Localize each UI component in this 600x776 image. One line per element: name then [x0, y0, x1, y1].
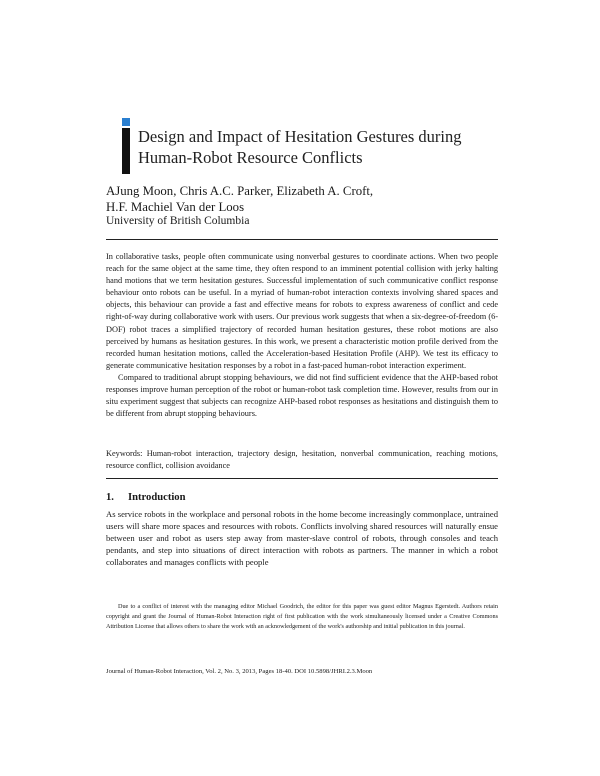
title-line-2: Human-Robot Resource Conflicts — [138, 148, 363, 167]
introduction-text: As service robots in the workplace and personal robots in the home become increasingly commonplace, untrained users will share more spaces and resources with robots. Conflicts involving shared resources will naturally ensue between user and robot as users step away from master-slave control of robots, through consoles and teach pendants, and step into situations of direct interaction with robots as partners. The manner in which a robot collaborates and manages conflicts with people — [106, 509, 498, 568]
section-heading-introduction — [106, 492, 186, 503]
author-line-1: AJung Moon, Chris A.C. Parker, Elizabeth A. Croft, — [106, 184, 374, 198]
paper-title — [138, 126, 558, 168]
journal-reference: Journal of Human-Robot Interaction, Vol. 2, No. 3, 2013, Pages 18-40. DOI 10.5898/JHRI.2.3.Moon — [106, 668, 373, 675]
abstract-paragraph-2: Compared to traditional abrupt stopping behaviours, we did not find sufficient evidence that the AHP-based robot responses improve human perception of the robot or human-robot task completion time. However, results from our in situ experiment suggest that subjects can recognize AHP-based robot responses as hesitations and distinguish them to be different from abrupt stopping behaviours. — [106, 372, 498, 419]
abstract-bottom-rule — [106, 478, 498, 479]
title-accent-bar — [122, 128, 130, 174]
title-line-1: Design and Impact of Hesitation Gestures during — [138, 127, 462, 146]
abstract-top-rule — [106, 239, 498, 240]
section-number: 1. — [106, 492, 114, 503]
author-list — [106, 183, 373, 215]
title-accent-square — [122, 118, 130, 126]
abstract — [106, 251, 498, 420]
footnote — [106, 602, 498, 633]
keywords: Keywords: Human-robot interaction, trajectory design, hesitation, nonverbal communication, reaching motions, resource conflict, collision avoidance — [106, 449, 498, 471]
section-title: Introduction — [128, 492, 186, 503]
affiliation: University of British Columbia — [106, 215, 250, 227]
footnote-text: Due to a conflict of interest with the managing editor Michael Goodrich, the editor for this paper was guest editor Magnus Egerstedt. Authors retain copyright and grant the Journal of Human-Robot Interaction right of first publication with the work simultaneously licensed under a Creative Commons Attribution License that allows others to share the work with an acknowledgement of the work's authorship and initial publication in this journal. — [106, 603, 498, 631]
abstract-paragraph-1: In collaborative tasks, people often communicate using nonverbal gestures to coordinate actions. When two people reach for the same object at the same time, they often respond to an imminent potential collision with jerky halting hand motions that we term hesitation gestures. Successful implementation of such communicative conflict response behaviour onto robots can be useful. In a myriad of human-robot interaction contexts involving shared spaces and objects, this behaviour can provide a fast and effective means for robots to express awareness of conflict and cede right-of-way during collaborative work with users. Our previous work suggests that when a six-degree-of-freedom (6-DOF) robot traces a simplified trajectory of recorded human hesitation gestures, these robot motions are also perceived by humans as hesitation gestures. In this work, we present a characteristic motion profile derived from the recorded human hesitation motions, called the Acceleration-based Hesitation Profile (AHP). We test its efficacy to generate communicative hesitation responses by a robot in a fast-paced human-robot interaction experiment. — [106, 252, 498, 370]
author-line-2: H.F. Machiel Van der Loos — [106, 200, 245, 214]
